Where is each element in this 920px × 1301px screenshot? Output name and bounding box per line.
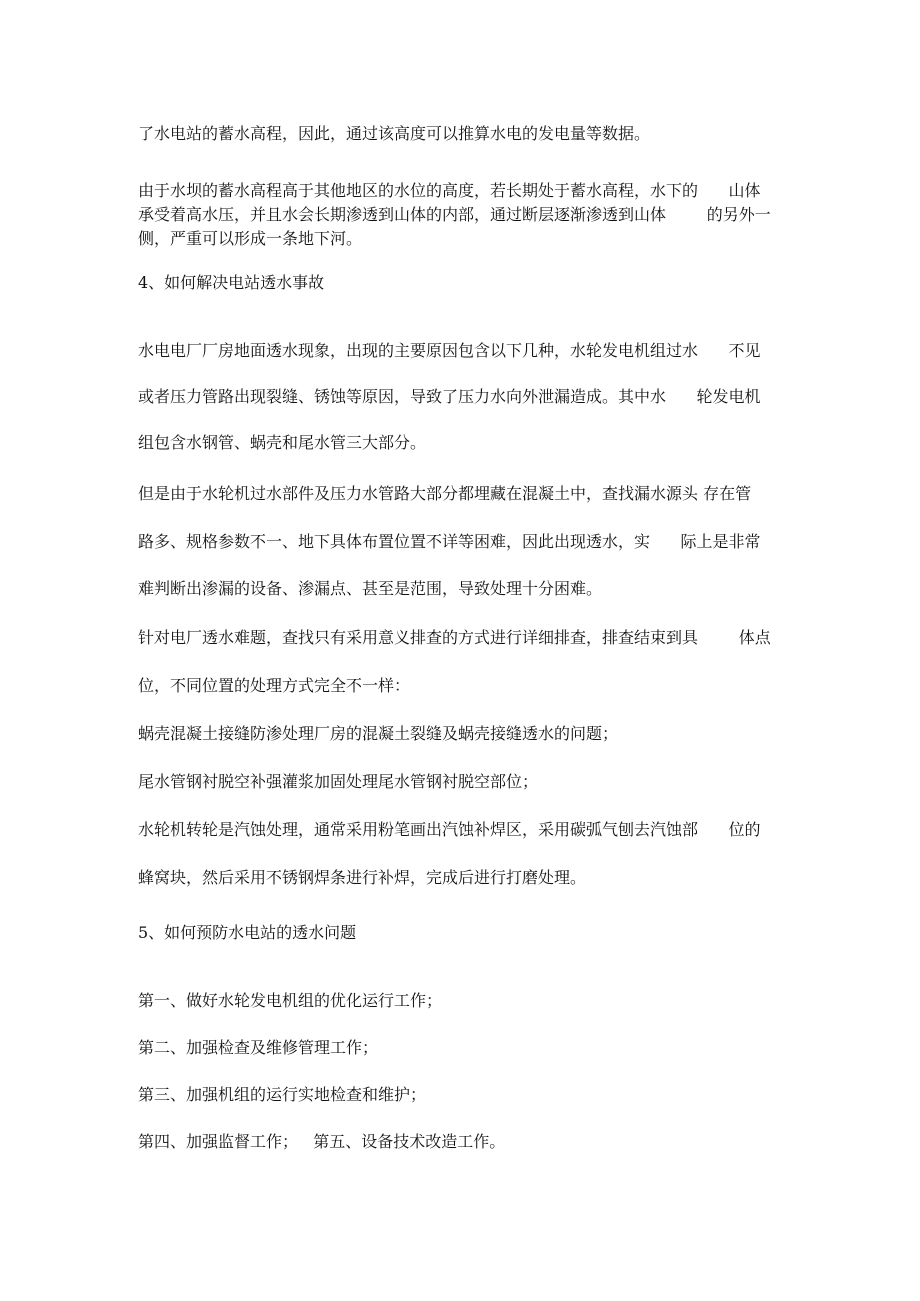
item-runner-line1: 水轮机转轮是汽蚀处理，通常采用粉笔画出汽蚀补焊区，采用碳弧气刨去汽蚀部 位的	[138, 820, 761, 839]
section5-item: 第一、做好水轮发电机组的优化运行工作；	[138, 991, 443, 1010]
pressure-line-3: 侧，严重可以形成一条地下河。	[138, 229, 363, 248]
item-runner-line2: 蜂窝块，然后采用不锈钢焊条进行补焊，完成后进行打磨处理。	[138, 868, 587, 887]
section5-heading: 5、如何预防水电站的透水问题	[138, 923, 357, 942]
intro-line: 了水电站的蓄水高程，因此，通过该高度可以推算水电的发电量等数据。	[138, 124, 651, 143]
item-volute: 蜗壳混凝土接缝防渗处理厂房的混凝土裂缝及蜗壳接缝透水的问题；	[138, 724, 619, 743]
section4-para1-line3: 组包含水钢管、蜗壳和尾水管三大部分。	[138, 433, 427, 452]
section5-item: 第二、加强检查及维修管理工作；	[138, 1038, 379, 1057]
section4-para3-line2: 位，不同位置的处理方式完全不一样：	[138, 676, 411, 695]
section4-para2-line3: 难判断出渗漏的设备、渗漏点、甚至是范围，导致处理十分困难。	[138, 579, 603, 598]
item-draft-tube: 尾水管钢衬脱空补强灌浆加固处理尾水管钢衬脱空部位；	[138, 772, 539, 791]
section4-para1-line1: 水电电厂厂房地面透水现象，出现的主要原因包含以下几种，水轮发电机组过水 不见	[138, 341, 761, 360]
section4-para2-line1: 但是由于水轮机过水部件及压力水管路大部分都埋藏在混凝土中，查找漏水源头 存在管	[138, 484, 752, 503]
section5-item: 第三、加强机组的运行实地检查和维护；	[138, 1085, 427, 1104]
section5-item: 第四、加强监督工作； 第五、设备技术改造工作。	[138, 1132, 506, 1151]
section4-heading: 4、如何解决电站透水事故	[138, 273, 325, 292]
pressure-line-1: 由于水坝的蓄水高程高于其他地区的水位的高度，若长期处于蓄水高程，水下的 山体	[138, 181, 761, 200]
section4-para3-line1: 针对电厂透水难题，查找只有采用意义排查的方式进行详细排查，排查结束到具 体点	[138, 628, 771, 647]
section4-para2-line2: 路多、规格参数不一、地下具体布置位置不详等困难，因此出现透水，实 际上是非常	[138, 532, 761, 551]
section4-para1-line2: 或者压力管路出现裂缝、锈蚀等原因，导致了压力水向外泄漏造成。其中水 轮发电机	[138, 387, 761, 406]
pressure-line-2: 承受着高水压，并且水会长期渗透到山体的内部，通过断层逐渐渗透到山体 的另外一	[138, 205, 771, 224]
